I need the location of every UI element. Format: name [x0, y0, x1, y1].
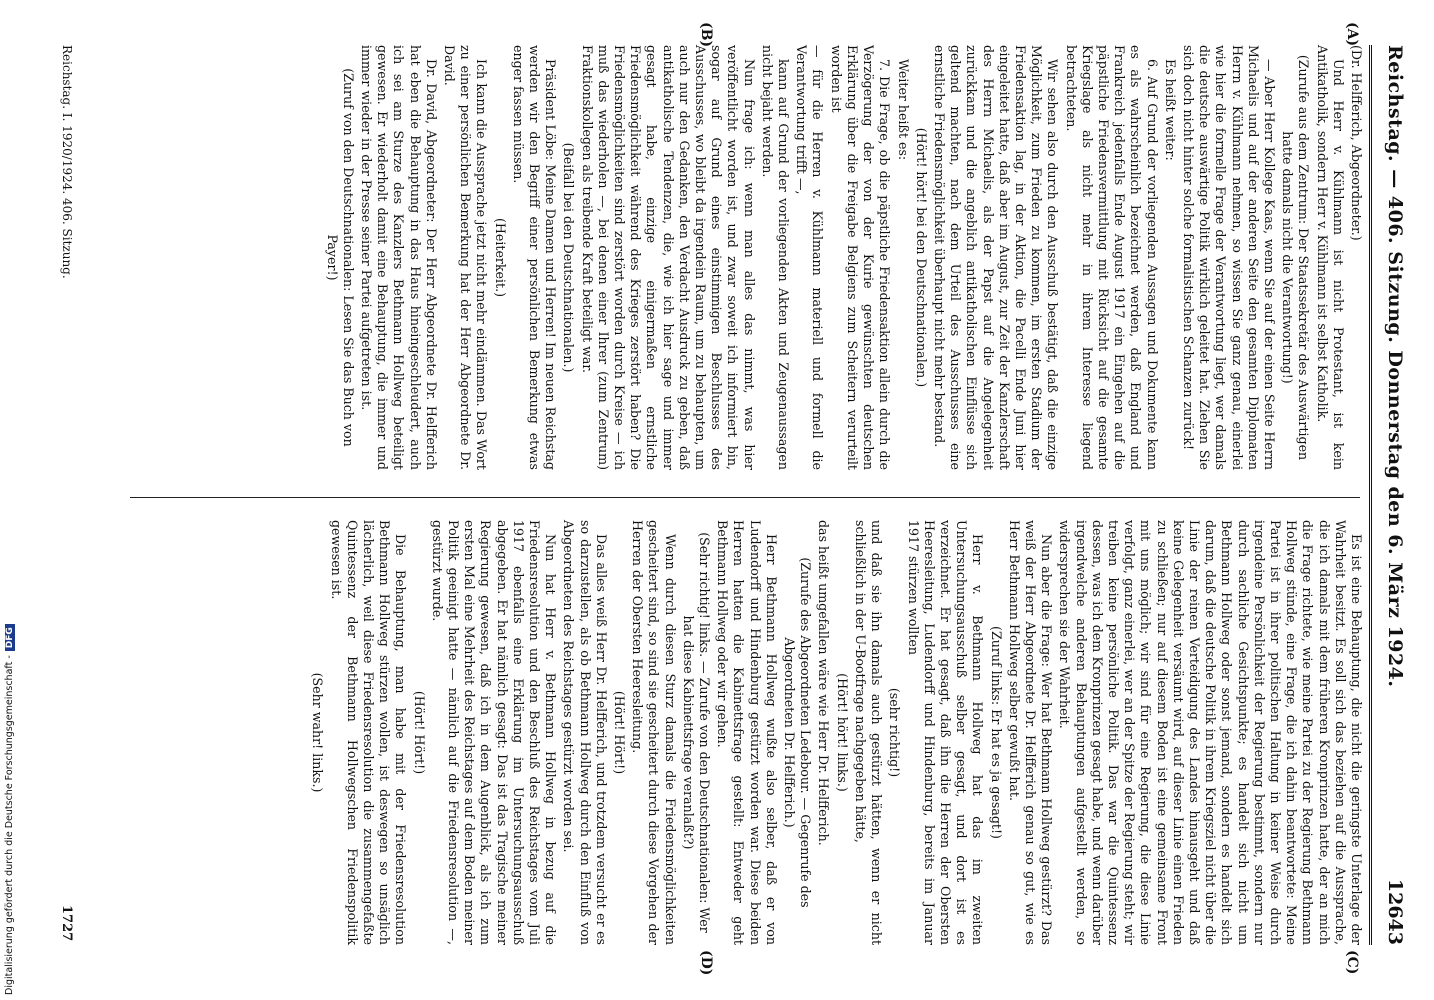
paragraph: und daß sie ihn damals auch gestürzt hätten, wenn er nicht schließlich in der U-Bootfrage nachgegeben hätte, — [852, 520, 885, 945]
paragraph: Nun hat Herr v. Bethmann Hollweg in bezug auf die Friedensresolution und den Beschluß des Reichstages vom Juli 1917 ebenfalls eine Erklärung im Untersuchungsausschuß abgegeben. Er hat nämlich gesagt: Das ist das Tragische meiner Regierung gewesen, daß ich in dem Augenblick, als ich zum ersten Mal eine Mehrheit des Reichstages auf dem Boden meiner Politik geeinigt hatte — nämlich auf die Friedensresolution —, gestürzt wurde. — [429, 520, 559, 945]
paragraph: 6. Auf Grund der vorliegenden Aussagen und Dokumente kann es als wahrscheinlich bezeichnet werden, daß England und Frankreich jedenfalls Ende August 1917 ein Eingehen auf die päpstliche Friedensvermittlung mit Rücksicht auf die gesamte Kriegslage als nicht mehr in ihrem Interesse liegend betrachteten. — [1063, 45, 1160, 470]
footer-page-number: 1727 — [59, 905, 74, 942]
paragraph: Nun frage ich: wenn man alles das nimmt, was hier veröffentlicht worden ist, und zwar soweit ich informiert bin, sogar auf Grund eines einstimmigen Beschlusses des Ausschusses, wo bleibt da irgendein Raum, um zu behaupten, um auch nur den Gedanken, den Verdacht Ausdruck zu geben, daß antikatholische Tendenzen, die, wie ich hier sage und immer gesagt habe, einzige einigermaßen ernstliche Friedensmöglichkeit während des Krieges zerstört haben? Die Friedensmöglichkeiten sind zerstört worden durch Kreise — ich muß das wiederholen —, bei denen einer Ihrer (zum Zentrum) Fraktionskollegen als treibende Kraft beteiligt war. — [579, 45, 757, 470]
paragraph: Dr. David, Abgeordneter: Der Herr Abgeordnete Dr. Helfferich hat eben die Behauptung in das Haus hineingeschleudert, auch ich sei am Sturze des Kanzlers Bethmann Hollweg beteiligt gewesen. Er wiederholt damit eine Behauptung, die immer und immer wieder in der Presse seiner Partei aufgetreten ist. — [359, 45, 439, 470]
paragraph: 7. Die Frage, ob die päpstliche Friedensaktion allein durch die Verzögerung der von der Kurie gewünschten deutschen Erklärung über die Freigabe Belgiens zum Scheitern verurteilt worden ist — [828, 45, 893, 470]
paragraph: (sehr richtig!) — [887, 687, 903, 778]
paragraph: — für die Herren v. Kühlmann materiell und formell die Verantwortung trifft —, — [794, 45, 826, 470]
paragraph: (Zurufe aus dem Zentrum: Der Staatssekretär des Auswärtigen hatte damals nicht die Verantwortung!) — [1280, 54, 1312, 461]
paragraph: (Zuruf von den Deutschnationalen: Lesen Sie das Buch von Payer!) — [324, 68, 356, 447]
credit-strip — [0, 0, 30, 1000]
paragraph: Herr Bethmann Hollweg wußte also selber, daß er von Ludendorff und Hindenburg gestürzt worden war. Diese beiden Herren hatten die Kabinettsfrage gestellt: Entweder geht Bethmann Hollweg oder wir gehen. — [715, 520, 779, 945]
paragraph: das heißt umgefallen wäre wie Herr Dr. Helfferich. — [816, 520, 832, 846]
paragraph: (Dr. Helfferich, Abgeordneter.) — [1349, 45, 1364, 241]
paragraph: Präsident Löbe: Meine Damen und Herren! Im neuen Reichstag werden wir den Begriff einer persönlichen Bemerkung etwas enger fassen müssen. — [510, 45, 559, 470]
paragraph: Herr v. Bethmann Hollweg hat das im zweiten Untersuchungsausschuß selber gesagt, und dort ist es verzeichnet. Er hat gesagt, daß ihn die Herren der Obersten Heeresleitung, Ludendorff und Hindenburg, bereits im Januar 1917 stürzen wollten — [905, 520, 986, 945]
margin-marker-a: (A) — [1344, 22, 1360, 47]
paragraph: kann auf Grund der vorliegenden Akten und Zeugenaussagen nicht bejaht werden. — [759, 45, 792, 470]
paragraph: (Heiterkeit.) — [492, 218, 508, 297]
paragraph: Weiter heißt es: — [895, 59, 911, 161]
paragraph: Ich kann die Aussprache jetzt nicht mehr eindämmen. Das Wort zu einer persönlichen Bemerkung hat der Herr Abgeordnete Dr. David. — [442, 45, 490, 470]
left-text-column — [321, 45, 1364, 470]
paragraph: Die Behauptung, man habe mit der Friedensresolution Bethmann Hollweg stürzen wollen, ist deswegen so unsäglich lächerlich, weil diese Friedensresolution die zusammengefaßte Quintessenz der Bethmann Hollwegschen Friedenspolitik gewesen ist. — [328, 520, 409, 945]
paragraph: (Hört! hört! bei den Deutschnationalen.) — [913, 127, 929, 388]
column-divider — [130, 497, 1360, 498]
page-number: 12643 — [1384, 878, 1406, 945]
paragraph: (Zuruf links: Er hat es ja gesagt!) — [988, 626, 1004, 839]
paragraph: Es ist eine Behauptung, die nicht die geringste Unterlage der Wahrheit besitzt. Es soll sich das beziehen auf die Aussprache, die ich damals mit dem früheren Kronprinzen hatte, der an mich die Frage richtete, wie meine Partei zu der Regierung Bethmann Hollweg stünde, eine Frage, die ich dahin beantwortete: Meine Partei ist in ihrer politischen Haltung in keiner Weise durch irgendeine Persönlichkeit der Regierung bestimmt, sondern nur durch sachliche Gesichtspunkte; es handelt sich nicht um Bethmann Hollweg oder sonst jemand, sondern es handelt sich darum, daß die deutsche Politik in ihrem Kriegsziel nicht über die Linie der reinen Verteidigung des Landes hinausgeht und daß keine Gelegenheit versäumt wird, auf dieser Linie einen Frieden zu schließen; nur auf diesem Boden ist eine gemeinsame Front mit uns möglich; wir sind für eine Regierung, die diese Linie verfolgt, ganz einerlei, wer an der Spitze der Regierung steht; wir treiben keine persönliche Politik. Das war die Quintessenz dessen, was ich dem Kronprinzen gesagt habe, und wenn darüber irgendwelche anderen Behauptungen aufgestellt werden, so widersprechen sie der Wahrheit. — [1057, 520, 1364, 945]
paragraph: (Zurufe des Abgeordneten Ledebour. — Gegenrufe des Abgeordneten Dr. Helfferich.) — [782, 557, 814, 908]
paragraph: Und Herr v. Kühlmann ist nicht Protestant, ist kein Antikatholik, sondern Herr v. Kühlmann ist selbst Katholik. — [1314, 45, 1346, 470]
margin-marker-d: (D) — [698, 950, 714, 976]
page-header — [1369, 45, 1412, 945]
paragraph: Das alles weiß Herr Dr. Helfferich, und trotzdem versucht er es so darzustellen, als ob Bethmann Hollweg durch den Einfluß von Abgeordneten des Reichstages gestürzt worden sei. — [561, 520, 609, 945]
paragraph: — Aber Herr Kollege Kaas, wenn Sie auf der einen Seite Herrn Michaelis und auf der anderen Seite den gesamten Diplomaten Herrn v. Kühlmann nehmen, so wissen Sie ganz genau, einerlei wie hier die formelle Frage der Verantwortung liegt, wer damals die deutsche auswärtige Politik wirklich geleitet hat. Ziehen Sie sich doch nicht hinter solche formalistischen Schanzen zurück! — [1180, 45, 1277, 470]
paragraph: (Sehr richtig! links. — Zurufe von den Deutschnationalen: Wer hat diese Kabinettsfrage veranlaßt?) — [680, 532, 713, 933]
dfg-logo: DFG — [5, 624, 15, 651]
paragraph: Wenn durch diesen Sturz damals die Friedensmöglichkeiten gescheitert sind, so sind sie gescheitert durch diese Vorgehen der Herren der Obersten Heeresleitung. — [630, 520, 678, 945]
paragraph: (Beifall bei den Deutschnationalen.) — [561, 142, 577, 373]
footer-session: Reichstag. I. 1920/1924. 406. Sitzung. — [60, 45, 74, 279]
paragraph: (Hört! Hört!) — [612, 690, 628, 775]
credit-text: Digitalisierung gefördert durch die Deutsche Forschungsgemeinschaft - — [4, 655, 15, 995]
margin-marker-b: (B) — [698, 22, 714, 48]
header-title: Reichstag. — 406. Sitzung. Donnerstag den 6. März 1924. — [1384, 45, 1406, 688]
paragraph: (Sehr wahr! links.) — [310, 672, 326, 793]
paragraph: (Hört! Hört!) — [411, 690, 427, 775]
paragraph: Es heißt weiter: — [1162, 59, 1178, 161]
paragraph: (Hört! hört! links.) — [834, 673, 850, 792]
paragraph: Wir sehen also durch den Ausschuß bestätigt, daß die einzige Möglichkeit, zum Frieden zu kommen, im ersten Stadium der Friedensaktion lag, in der Aktion, die Pacelli Ende Juni hier eingeleitet hatte, daß aber im August, zur Zeit der Kanzlerschaft des Herrn Michaelis, als der Papst auf die Angelegenheit zurückkam und die angeblich antikatholischen Einflüsse sich geltend machten, nach dem Urteil des Ausschusses eine ernstliche Friedensmöglichkeit überhaupt nicht mehr bestand. — [931, 45, 1061, 470]
margin-marker-c: (C) — [1344, 950, 1360, 975]
paragraph: Nun aber die Frage: Wer hat Bethmann Hollweg gestürzt? Das weiß der Herr Abgeordnete Dr. Helfferich genau so gut, wie es Herr Bethmann Hollweg selber gewußt hat. — [1006, 520, 1055, 945]
right-text-column — [307, 520, 1364, 945]
